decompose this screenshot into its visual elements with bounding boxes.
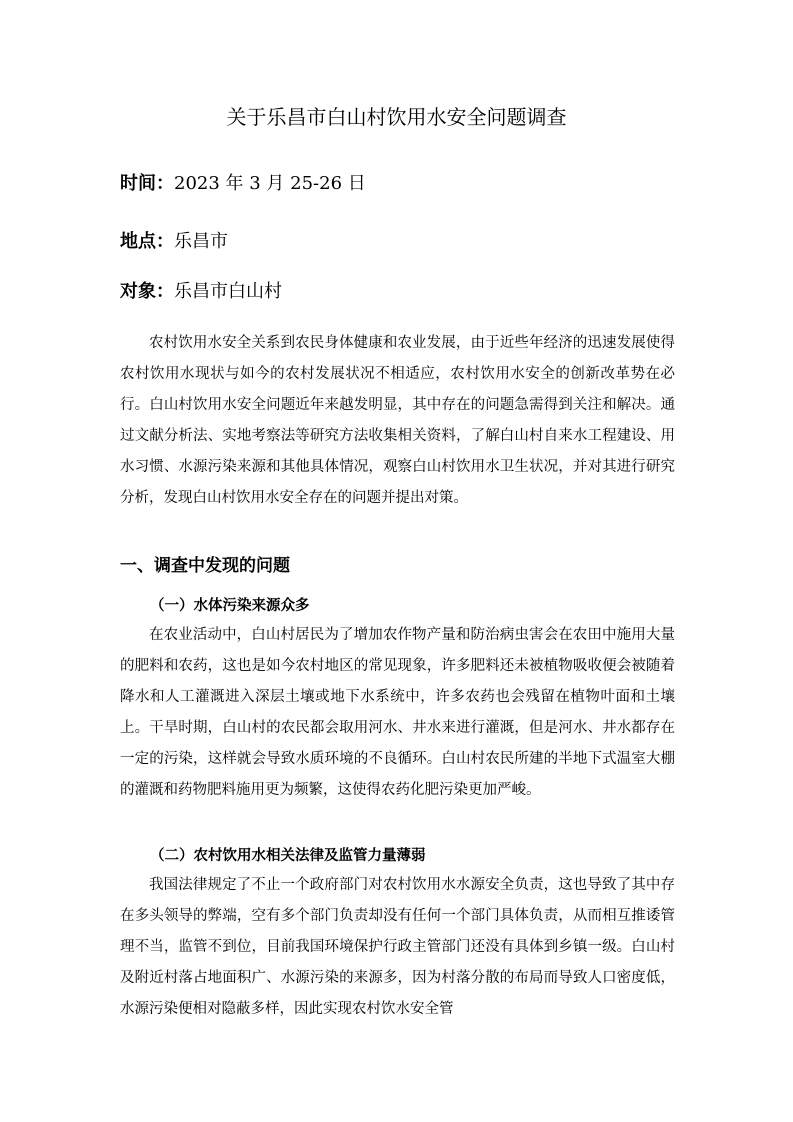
meta-place xyxy=(120,228,228,256)
subsection-2-block xyxy=(120,870,675,1025)
subsection-heading-1: （一）水体污染来源众多 xyxy=(150,598,310,614)
object-value: 乐昌市白山村 xyxy=(174,281,282,302)
subsection-2-paragraph: 我国法律规定了不止一个政府部门对农村饮用水水源安全负责，这也导致了其中存在多头领导的弊端，空有多个部门负责却没有任何一个部门具体负责，从而相互推诿管理不当，监管不到位，目前我国环境保护行政主管部门还没有具体到乡镇一级。白山村及附近村落占地面积广、水源污染的来源多，因为村落分散的布局而导致人口密度低，水源污染便相对隐蔽多样，因此实现农村饮水安全管 xyxy=(120,877,675,1017)
time-value: 2023 年 3 月 25-26 日 xyxy=(174,173,366,194)
meta-time xyxy=(120,170,366,198)
subsection-1-paragraph: 在农业活动中，白山村居民为了增加农作物产量和防治病虫害会在农田中施用大量的肥料和农药，这也是如今农村地区的常见现象，许多肥料还未被植物吸收便会被随着降水和人工灌溉进入深层土壤或地下水系统中，许多农药也会残留在植物叶面和土壤上。干旱时期，白山村的农民都会取用河水、井水来进行灌溉，但是河水、井水都存在一定的污染，这样就会导致水质环境的不良循环。白山村农民所建的半地下式温室大棚的灌溉和药物肥料施用更为频繁，这使得农药化肥污染更加严峻。 xyxy=(120,627,675,798)
subsection-1-block xyxy=(120,620,675,806)
place-label: 地点： xyxy=(120,231,174,252)
intro-block xyxy=(120,328,675,514)
subsection-heading-2: （二）农村饮用水相关法律及监管力量薄弱 xyxy=(150,848,426,864)
meta-object xyxy=(120,278,282,306)
intro-paragraph: 农村饮用水安全关系到农民身体健康和农业发展，由于近些年经济的迅速发展使得农村饮用水现状与如今的农村发展状况不相适应，农村饮用水安全的创新改革势在必行。白山村饮用水安全问题近年来越发明显，其中存在的问题急需得到关注和解决。通过文献分析法、实地考察法等研究方法收集相关资料，了解白山村自来水工程建设、用水习惯、水源污染来源和其他具体情况，观察白山村饮用水卫生状况，并对其进行研究分析，发现白山村饮用水安全存在的问题并提出对策。 xyxy=(120,335,675,506)
document-title: 关于乐昌市白山村饮用水安全问题调查 xyxy=(226,105,567,129)
section-heading: 一、调查中发现的问题 xyxy=(120,556,290,576)
object-label: 对象： xyxy=(120,281,174,302)
place-value: 乐昌市 xyxy=(174,231,228,252)
time-label: 时间： xyxy=(120,173,174,194)
